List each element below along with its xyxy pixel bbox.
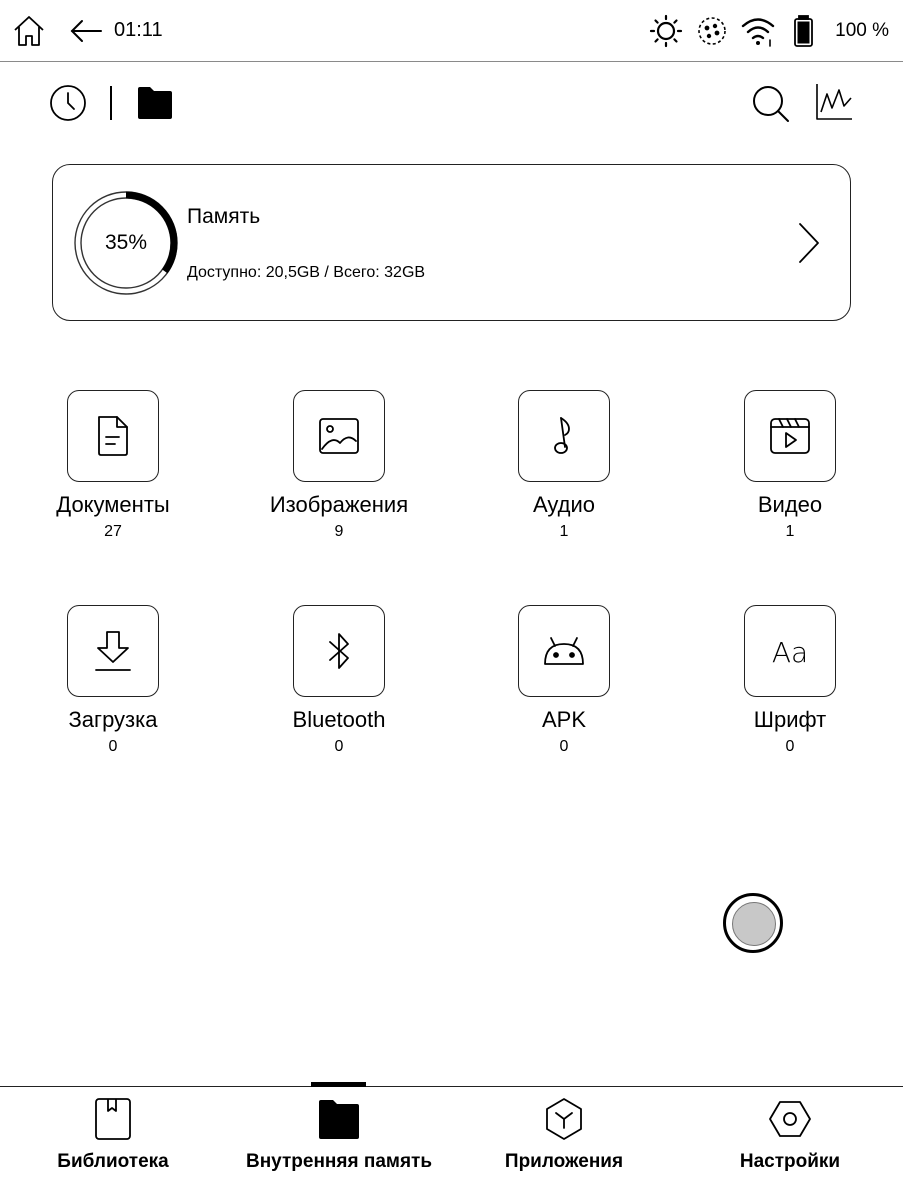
category-name: Bluetooth xyxy=(292,707,386,732)
category-icon-box[interactable] xyxy=(744,605,836,697)
nav-label: Библиотека xyxy=(57,1151,169,1172)
storage-percent: 35% xyxy=(104,231,148,254)
category-icon-box[interactable] xyxy=(293,605,385,697)
document-icon xyxy=(90,413,136,459)
category-icon-box[interactable] xyxy=(518,390,610,482)
nav-settings[interactable] xyxy=(677,1087,903,1174)
font-icon-glyph: Aa xyxy=(771,636,809,669)
category-icon-box[interactable] xyxy=(67,605,159,697)
storage-title: Память xyxy=(187,205,261,228)
category-name: Загрузка xyxy=(68,707,158,732)
category-documents[interactable] xyxy=(0,390,226,542)
category-count: 1 xyxy=(785,523,795,540)
category-icon-box[interactable] xyxy=(744,390,836,482)
floating-assistive-button[interactable] xyxy=(723,893,783,953)
nav-label: Внутренняя память xyxy=(245,1151,433,1172)
category-icon-box[interactable] xyxy=(67,390,159,482)
category-audio[interactable] xyxy=(451,390,677,542)
storage-card[interactable] xyxy=(52,164,851,321)
category-images[interactable] xyxy=(226,390,452,542)
statistics-chart-icon[interactable] xyxy=(814,82,854,122)
storage-details: Доступно: 20,5GB / Всего: 32GB xyxy=(187,264,426,281)
search-icon[interactable] xyxy=(751,84,791,124)
bluetooth-icon xyxy=(316,628,362,674)
category-count: 1 xyxy=(559,523,569,540)
status-bar xyxy=(0,0,903,62)
category-count: 0 xyxy=(334,738,344,755)
toolbar-divider xyxy=(110,86,112,120)
nav-internal-storage[interactable] xyxy=(226,1087,452,1174)
category-name: Изображения xyxy=(269,492,409,517)
category-apk[interactable] xyxy=(451,605,677,757)
category-icon-box[interactable] xyxy=(293,390,385,482)
category-count: 0 xyxy=(785,738,795,755)
category-icon-box[interactable] xyxy=(518,605,610,697)
folder-icon[interactable] xyxy=(136,85,174,121)
brightness-icon[interactable] xyxy=(649,14,683,48)
category-video[interactable] xyxy=(677,390,903,542)
category-name: Видео xyxy=(757,492,823,517)
chevron-right-icon[interactable] xyxy=(796,221,822,265)
nav-apps[interactable] xyxy=(451,1087,677,1174)
category-name: Шрифт xyxy=(753,707,827,732)
apps-icon xyxy=(542,1097,586,1141)
category-count: 0 xyxy=(559,738,569,755)
nav-label: Настройки xyxy=(739,1151,841,1172)
battery-percent: 100 % xyxy=(835,20,889,41)
battery-icon xyxy=(787,14,821,48)
android-icon xyxy=(541,628,587,674)
nav-library[interactable] xyxy=(0,1087,226,1174)
settings-icon xyxy=(768,1097,812,1141)
wifi-icon[interactable] xyxy=(741,14,775,48)
library-icon xyxy=(91,1097,135,1141)
music-note-icon xyxy=(541,413,587,459)
category-downloads[interactable] xyxy=(0,605,226,757)
category-count: 0 xyxy=(108,738,118,755)
bottom-navigation xyxy=(0,1086,903,1200)
category-name: Документы xyxy=(56,492,170,517)
font-icon xyxy=(767,628,813,674)
category-count: 9 xyxy=(334,523,344,540)
home-icon[interactable] xyxy=(12,14,46,48)
back-arrow-icon[interactable] xyxy=(68,16,104,46)
recent-clock-icon[interactable] xyxy=(49,84,87,122)
status-icons xyxy=(649,12,889,50)
nav-label: Приложения xyxy=(504,1151,624,1172)
toolbar xyxy=(0,62,903,146)
category-fonts[interactable] xyxy=(677,605,903,757)
category-name: APK xyxy=(541,707,587,732)
clock-time: 01:11 xyxy=(114,19,163,41)
category-bluetooth[interactable] xyxy=(226,605,452,757)
image-icon xyxy=(316,413,362,459)
category-name: Аудио xyxy=(532,492,596,517)
refresh-mode-icon[interactable] xyxy=(695,14,729,48)
folder-icon xyxy=(317,1097,361,1141)
category-count: 27 xyxy=(104,523,122,540)
video-icon xyxy=(767,413,813,459)
download-icon xyxy=(90,628,136,674)
